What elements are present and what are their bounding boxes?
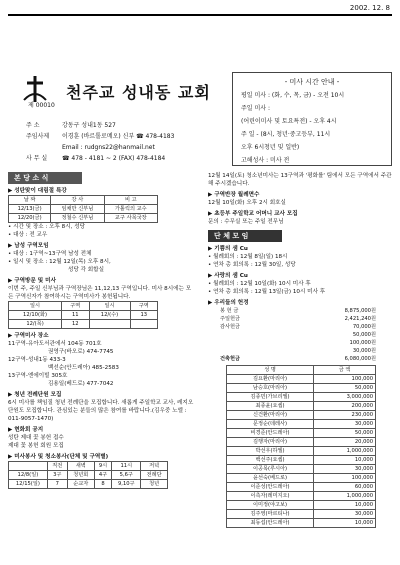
section-heading: ▶ 성탄맞이 대림절 특강 [8, 188, 67, 194]
table-cell: 50,000 [314, 429, 376, 438]
mass-title: - 미사 시간 안내 - [284, 78, 340, 86]
parish-news-column [8, 172, 196, 489]
table-cell: 100,000 [314, 375, 376, 384]
info-label: 사 무 실 [26, 155, 48, 162]
page-title: 천주교 성내동 교회 [66, 83, 211, 102]
section-heading: ▶ 현화회 공지 [8, 427, 44, 433]
table-cell: 전례단 [141, 471, 168, 480]
church-info [26, 120, 236, 164]
advent-lecture-table [8, 195, 158, 223]
table-cell: 박선우(하엘) [227, 447, 314, 456]
table-cell: 12/8(일) [9, 471, 48, 480]
table-cell: 12/15(일) [9, 480, 48, 489]
table-cell: 4구 [94, 471, 112, 480]
table-row [227, 384, 376, 393]
table-cell: 100,000원 [349, 340, 376, 346]
table-cell: 3구 [47, 471, 67, 480]
table-cell: 이공목(루시아) [227, 465, 314, 474]
table-header: 날 짜 [9, 196, 51, 205]
table-row [218, 323, 378, 331]
text-line: 성당 각 회합실 [68, 267, 104, 273]
text-line: 11구역-유아도서관에서 104동 701호 [8, 341, 102, 347]
donation-rows [227, 375, 376, 528]
text-line: 김용일(베드로) 477-7042 [48, 381, 114, 387]
table-row [227, 438, 376, 447]
table-row [218, 331, 378, 339]
note-line: • 시간 및 장소 : 오후 8시, 성당 [8, 224, 86, 230]
text-line: 문의 : 수무실 또는 주일 전무님 [208, 219, 284, 225]
section-heading: ▶ 우리들의 헌정 [208, 300, 249, 306]
table-cell: 12/(목) [9, 320, 62, 329]
table-row [9, 480, 168, 489]
table-cell: 5,6구 [112, 471, 141, 480]
table-cell: 건축헌금 [220, 356, 241, 362]
table-header: 일시 [9, 302, 62, 311]
info-value: 이경훈 (바르톨로메오) 신부 ☎ 478-4183 [62, 133, 175, 140]
table-cell: 남승호(마리아) [227, 384, 314, 393]
section-heading: ▶ 청년 전례단원 모집 [8, 392, 62, 398]
table-cell: 12 [62, 320, 89, 329]
info-label: 주 소 [26, 122, 40, 129]
table-cell: 8 [94, 480, 112, 489]
table-row [227, 465, 376, 474]
table-cell: 10,000 [314, 519, 376, 528]
table-row [227, 519, 376, 528]
table-cell: 7 [47, 480, 67, 489]
info-address [26, 120, 236, 131]
table-cell: 30,000 [314, 510, 376, 519]
table-cell: 100,000 [314, 474, 376, 483]
table-cell: 230,000 [314, 411, 376, 420]
table-cell: 11 [62, 311, 89, 320]
table-cell: 청년회 [67, 471, 94, 480]
table-cell: 1,000,000 [314, 447, 376, 456]
table-cell: 가톨릭의 교수 [104, 205, 157, 214]
table-cell: 30,000 [314, 465, 376, 474]
table-cell: 8,875,000원 [344, 308, 376, 314]
table-row [9, 214, 158, 223]
table-row [227, 474, 376, 483]
table-cell: 이준성(안드레아) [227, 483, 314, 492]
info-label [26, 142, 62, 153]
info-email [26, 142, 236, 153]
table-header [9, 462, 48, 471]
table-row [227, 510, 376, 519]
table-row [218, 355, 378, 363]
table-cell: 60,000 [314, 483, 376, 492]
table-cell: 주일헌금 [220, 316, 241, 322]
table-row [9, 311, 158, 320]
table-cell: 10,000 [314, 456, 376, 465]
info-office [26, 153, 236, 164]
service-table [8, 461, 168, 489]
section-heading: ▶ 구역방문 및 미사 [8, 278, 56, 284]
text-paragraph: 12월 14일(토) 청소년미사는 13구역과 '평화를' 팀에서 모든 구역에서 주관해 주시겠습니다. [208, 173, 392, 187]
text-line: 백선순(안드레아) 485-2583 [48, 365, 119, 371]
text-line: 권영구(바오로) 474-7745 [48, 349, 114, 355]
table-header: 금 액 [314, 366, 376, 375]
mass-line: 평일 미사 : (화, 수, 목, 금) - 오전 10시 [241, 92, 345, 99]
issue-number: 제 00010 [28, 102, 55, 109]
section-heading: ▶ 초등부 주일학교 어머니 교사 모집 [208, 211, 298, 217]
info-label: 주임사제 [26, 133, 50, 140]
table-cell: 이측자(레미지오) [227, 492, 314, 501]
text-line: 제대 꽃 봉헌 회원 모집 [8, 443, 64, 449]
table-row [218, 315, 378, 323]
table-row [227, 393, 376, 402]
table-cell: 최종윤(요셉) [227, 402, 314, 411]
text-line: • 월례회의 : 12월 8일(일) 18시 [208, 254, 288, 260]
text-line: • 연차 총 회의록 : 12월 13일(금) 10시 미사 후 [208, 289, 326, 295]
table-cell: 정철수 신부님 [51, 214, 104, 223]
table-cell: 최동섭(안드레아) [227, 519, 314, 528]
table-row [227, 411, 376, 420]
mass-line: 오후 6시청년 및 일반) [241, 144, 300, 151]
info-value: ☎ 478 - 4181 ~ 2 (FAX) 478-4184 [62, 155, 166, 162]
table-row [227, 492, 376, 501]
table-cell: 3,000,000 [314, 393, 376, 402]
table-header: 직전 [47, 462, 67, 471]
table-header: 성 명 [227, 366, 314, 375]
district-visit-table [8, 301, 158, 329]
top-rule [8, 14, 392, 16]
table-cell: 50,000 [314, 384, 376, 393]
table-row [227, 456, 376, 465]
table-cell [218, 347, 283, 355]
table-cell: 1,000,000 [314, 492, 376, 501]
table-cell: 이미정(야고보) [227, 501, 314, 510]
section-heading: ▶ 미사봉사 및 청소봉사(단체 및 구역별) [8, 454, 109, 460]
table-row [227, 483, 376, 492]
table-cell: 12/20(금) [9, 214, 51, 223]
table-header: 11시 [112, 462, 141, 471]
mass-line: 주 일 - (8시, 청년·중고등부, 11시 [241, 131, 331, 138]
bulletin-date: 2002. 12. 8 [349, 4, 390, 12]
groups-column [208, 172, 393, 528]
table-header: 구역 [62, 302, 89, 311]
table-cell: 문정순(데레사) [227, 420, 314, 429]
table-row [227, 420, 376, 429]
table-cell: 교구 사목국장 [104, 214, 157, 223]
table-row [9, 471, 168, 480]
text-line: 12구역-성내1동 433-3 [8, 357, 66, 363]
table-row [227, 375, 376, 384]
table-cell: 김요환(마리아) [227, 375, 314, 384]
table-row [218, 347, 378, 355]
table-cell: 13 [130, 311, 158, 320]
table-cell: 2,421,240원 [344, 316, 376, 322]
table-header: 비 고 [104, 196, 157, 205]
donation-table [226, 365, 376, 528]
table-cell [130, 320, 158, 329]
info-value: Email : rudgns22@hanmail.net [62, 144, 155, 151]
table-cell: 30,000 [314, 420, 376, 429]
table-cell: 김행자(마리아) [227, 438, 314, 447]
section-heading: ▶ 기쁨의 샘 Cu [208, 246, 248, 252]
table-cell: 김종민(가브리엘) [227, 393, 314, 402]
table-cell: 200,000 [314, 402, 376, 411]
section-heading: ▶ 구역미사 장소 [8, 333, 49, 339]
table-cell: 12/13(금) [9, 205, 51, 214]
text-line: • 대상 : 1구역~13구역 남성 전체 [8, 251, 92, 257]
table-cell: 신건환(마리아) [227, 411, 314, 420]
table-cell: 9,10구 [112, 480, 141, 489]
info-value: 강동구 성내1동 527 [62, 122, 116, 129]
table-row [227, 501, 376, 510]
table-cell [218, 339, 283, 347]
text-paragraph: 6시 미사를 책임질 청년 전례단을 모집합니다. 새롭게 주일학교 교사, 레지오 단원도 모집합니다. 관심있는 분들의 많은 참여를 바랍니다.(김우중 노엘 : 011-9057-1470) [8, 400, 194, 422]
table-cell: 감사헌금 [220, 324, 241, 330]
header-block [8, 18, 230, 163]
table-header: 저녁 [141, 462, 168, 471]
table-header: 구역 [130, 302, 158, 311]
table-cell: 10,000 [314, 501, 376, 510]
text-line: 12월 10일(화) 오후 2시 회호실 [208, 200, 286, 206]
table-header: 새벽 [67, 462, 94, 471]
table-row [9, 320, 158, 329]
table-row [9, 205, 158, 214]
table-header: 9시 [94, 462, 112, 471]
table-cell: 50,000원 [352, 332, 376, 338]
section-heading: ▶ 남성 구역모임 [8, 243, 49, 249]
table-cell [89, 320, 130, 329]
mass-times-box [232, 72, 392, 166]
table-row [227, 447, 376, 456]
table-cell: 백선주(요셉) [227, 456, 314, 465]
table-cell: 30,000원 [352, 348, 376, 354]
text-line: • 일시 및 장소 : 12월 12일(목) 오후 8시, [8, 259, 111, 265]
table-cell: 봉 헌 금 [220, 308, 239, 314]
table-row [227, 429, 376, 438]
table-cell: 순교자 [67, 480, 94, 489]
table-cell: 12/(수) [89, 311, 130, 320]
section-bar-groups: 단 체 모 임 [208, 230, 282, 242]
table-cell: 70,000원 [352, 324, 376, 330]
table-row [227, 402, 376, 411]
table-cell: 윤선숙(베드로) [227, 474, 314, 483]
table-cell: 6,080,000원 [344, 356, 376, 362]
table-cell: 12/10(화) [9, 311, 62, 320]
section-heading: ▶ 구역반장 월례면수 [208, 192, 260, 198]
note-line: • 대상 : 전 교우 [8, 232, 48, 238]
table-row [218, 307, 378, 315]
mass-line: (어린이미사 및 토요특전) - 오후 4시 [241, 118, 337, 125]
table-cell: 청년 [141, 480, 168, 489]
table-cell: 20,000 [314, 438, 376, 447]
text-line: • 월례회의 : 12월 10일(화) 10시 미사 후 [208, 281, 311, 287]
section-bar-parish-news: 본 당 소 식 [8, 172, 82, 184]
mass-line: 주일 미사 : [241, 105, 271, 112]
text-line: 13구역-엔에이빌 305호 [8, 373, 68, 379]
table-row [218, 339, 378, 347]
section-heading: ▶ 사랑의 샘 Cu [208, 273, 248, 279]
text-paragraph: 이번 주, 주일 신부님과 구역장님은 11,12,13 구역입니다. 미사 8시에는 모든 구역신자가 참여하시는 구역미사가 봉헌됩니다. [8, 286, 192, 300]
table-header: 강 사 [51, 196, 104, 205]
table-cell: 김주영(마르티나) [227, 510, 314, 519]
table-cell [218, 331, 283, 339]
mass-line: 고해성사 : 미사 전 [241, 157, 290, 164]
table-cell: 비경준(안드레아) [227, 429, 314, 438]
text-line: • 연차 총 회의록 : 12월 30일, 성당 [208, 262, 296, 268]
text-line: 성탄 제대 꽃 봉헌 접수 [8, 435, 64, 441]
info-pastor [26, 131, 236, 142]
offering-summary [218, 307, 378, 363]
table-cell: 임채만 신부님 [51, 205, 104, 214]
table-header: 일시 [89, 302, 130, 311]
